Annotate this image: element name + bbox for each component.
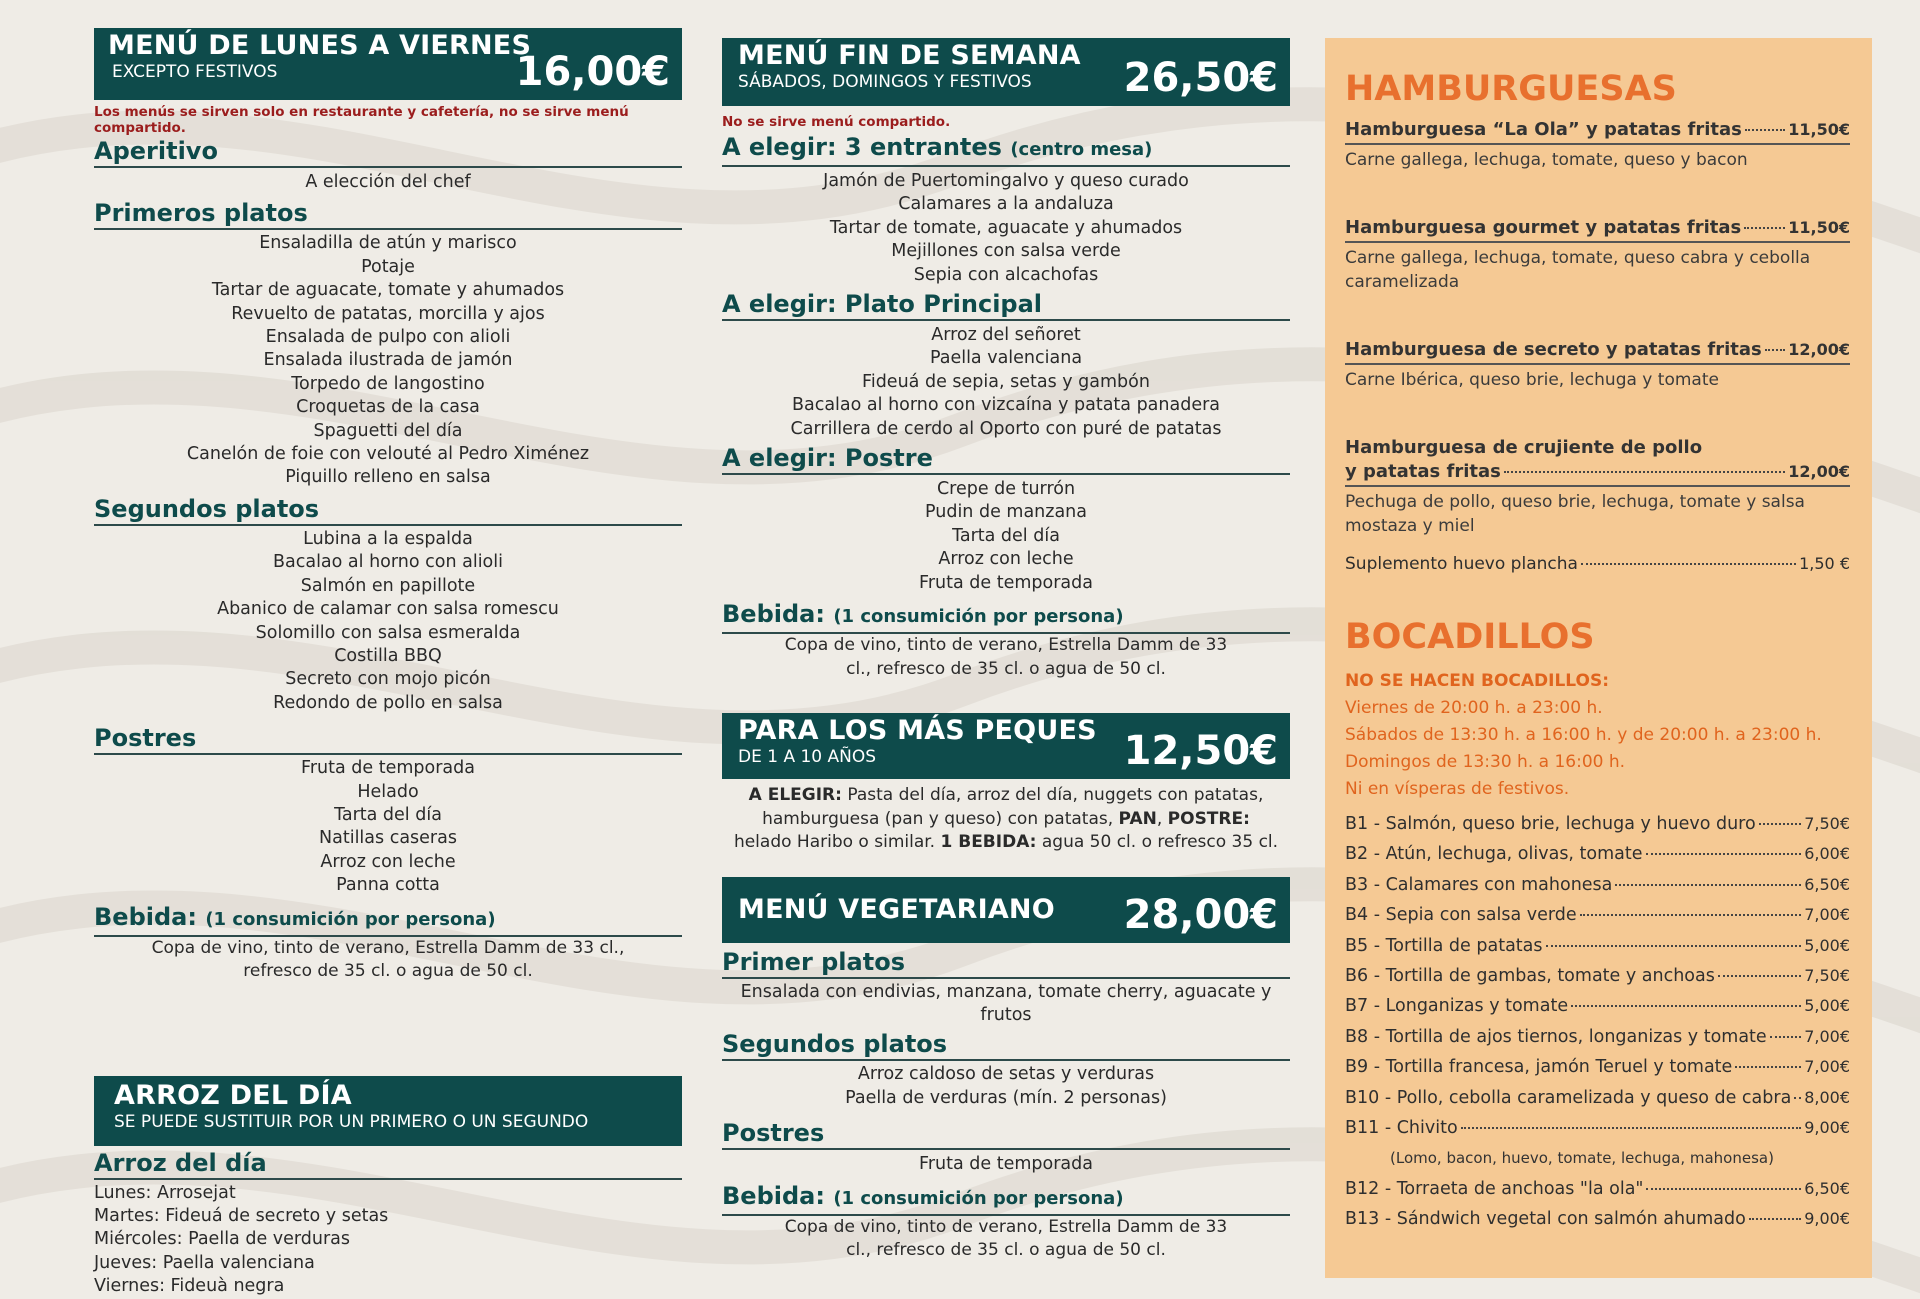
list-item: Abanico de calamar con salsa romescu (217, 599, 559, 620)
burger-title (1345, 216, 1850, 243)
bocadillo-price: 7,00€ (1804, 905, 1850, 925)
veg-bebida-sub: (1 consumición por persona) (833, 1187, 1124, 1209)
burger-item (1345, 118, 1850, 172)
peques-title: PARA LOS MÁS PEQUES (738, 715, 1097, 747)
bocadillo-name: B11 - Chivito (1345, 1118, 1458, 1139)
postre-list (722, 478, 1290, 595)
weekend-menu-banner (722, 38, 1290, 106)
veg-postres-heading: Postres (722, 1118, 1290, 1150)
list-item: Mejillones con salsa verde (891, 241, 1121, 262)
bocadillo-row (1345, 809, 1850, 839)
dot-leader (1581, 563, 1796, 565)
veg-bebida-heading (722, 1181, 1290, 1216)
list-item: Fruta de temporada (919, 572, 1093, 593)
peques-t4: agua 50 cl. o refresco 35 cl. (1036, 832, 1279, 853)
list-item: Pudin de manzana (925, 502, 1087, 523)
weekend-bebida-label: Bebida: (722, 600, 825, 629)
notice-line: NO SE HACEN BOCADILLOS: (1345, 671, 1610, 691)
burger-name: Hamburguesa de secreto y patatas fritas (1345, 339, 1762, 360)
list-item: Lubina a la espalda (303, 528, 473, 549)
bocadillos-title: BOCADILLOS (1345, 617, 1595, 657)
dot-leader (1546, 945, 1802, 947)
dot-leader (1770, 1036, 1802, 1038)
list-item: Bacalao al horno con vizcaína y patata panadera (791, 395, 1221, 416)
list-item: Tarta del día (334, 804, 442, 825)
burger-name-line1: Hamburguesa de crujiente de pollo (1345, 437, 1703, 458)
burger-price: 12,00€ (1788, 340, 1850, 359)
list-item: Lunes: Arrosejat (94, 1182, 236, 1203)
dot-leader (1646, 853, 1802, 855)
bocadillo-name: B1 - Salmón, queso brie, lechuga y huevo duro (1345, 814, 1756, 834)
burger-desc: Pechuga de pollo, queso brie, lechuga, tomate y salsa mostaza y miel (1345, 492, 1805, 536)
bocadillo-name: B6 - Tortilla de gambas, tomate y anchoas (1345, 966, 1715, 987)
burger-price: 11,50€ (1788, 218, 1850, 237)
bocadillo-price: 6,50€ (1804, 1178, 1850, 1198)
list-item: Miércoles: Paella de verduras (94, 1229, 351, 1250)
dot-leader (1718, 975, 1801, 977)
primeros-heading: Primeros platos (94, 198, 682, 230)
bocadillo-row (1345, 1204, 1850, 1234)
weekend-bebida-text: Copa de vino, tinto de verano, Estrella Damm de 33 cl., refresco de 35 cl. o agua de 50 cl. (784, 635, 1228, 679)
bebida-heading (94, 902, 682, 937)
dot-leader (1745, 129, 1785, 131)
weekend-bebida-heading (722, 599, 1290, 634)
bocadillo-row (1345, 931, 1850, 961)
peques-k3: POSTRE: (1167, 808, 1250, 829)
aperitivo-heading: Aperitivo (94, 136, 682, 168)
list-item: Natillas caseras (319, 828, 457, 849)
burger-title (1345, 338, 1850, 365)
chivito-ingredients: (Lomo, bacon, huevo, tomate, lechuga, mahonesa) (1390, 1149, 1774, 1168)
peques-banner (722, 713, 1290, 779)
list-item: Sepia con alcachofas (913, 264, 1099, 285)
bebida-sub: (1 consumición por persona) (205, 908, 496, 930)
bocadillo-row (1345, 839, 1850, 869)
list-item: Croquetas de la casa (296, 397, 480, 418)
bocadillo-price: 7,50€ (1804, 814, 1850, 833)
list-item: Jueves: Paella valenciana (94, 1252, 315, 1273)
burger-name-row (1345, 338, 1850, 362)
segundos-list (94, 528, 682, 715)
bocadillo-name: B12 - Torraeta de anchoas "la ola" (1345, 1178, 1644, 1199)
burger-item (1345, 216, 1850, 294)
bocadillo-name: B5 - Tortilla de patatas (1345, 935, 1543, 956)
bocadillo-price: 5,00€ (1804, 935, 1850, 955)
bocadillo-price: 9,00€ (1804, 1209, 1850, 1229)
list-item: Paella valenciana (929, 348, 1083, 369)
list-item: Martes: Fideuá de secreto y setas (94, 1205, 389, 1226)
burger-item (1345, 436, 1850, 538)
aperitivo-list (94, 171, 682, 194)
weekend-menu-price: 26,50€ (1123, 55, 1278, 101)
dot-leader (1571, 1005, 1801, 1007)
burger-name-row (1345, 460, 1850, 484)
veg-postres-list (722, 1153, 1290, 1176)
weekday-menu-note: Los menús se sirven solo en restaurante y cafetería, no se sirve menú compartido. (94, 104, 629, 136)
bocadillo-price: 7,00€ (1804, 1057, 1850, 1077)
list-item: Salmón en papillote (300, 575, 476, 596)
entrantes-label: A elegir: 3 entrantes (722, 133, 1002, 161)
burger-price: 11,50€ (1788, 120, 1850, 139)
veg-bebida-text: Copa de vino, tinto de verano, Estrella Damm de 33 cl., refresco de 35 cl. o agua de 50 cl. (784, 1216, 1228, 1261)
list-item: Tartar de aguacate, tomate y ahumados (211, 280, 565, 301)
dot-leader (1794, 1097, 1801, 1099)
entrantes-sub: (centro mesa) (1010, 139, 1153, 160)
burger-price: 12,00€ (1788, 462, 1850, 481)
bocadillo-price: 9,00€ (1804, 1118, 1850, 1138)
list-item: Ensalada de pulpo con alioli (265, 327, 511, 348)
veg-bebida-label: Bebida: (722, 1181, 825, 1210)
bocadillo-name: B9 - Tortilla francesa, jamón Teruel y tomate (1345, 1057, 1733, 1078)
suplemento-row (1345, 554, 1850, 574)
burger-name-row (1345, 216, 1850, 240)
entrantes-list (722, 170, 1290, 287)
list-item: Tarta del día (952, 525, 1060, 546)
bocadillos-notice (1345, 668, 1872, 803)
bocadillo-row (1345, 1174, 1850, 1204)
bocadillo-name: B4 - Sepia con salsa verde (1345, 905, 1577, 926)
segundos-heading: Segundos platos (94, 494, 682, 526)
peques-text (722, 784, 1290, 855)
peques-t3: helado Haribo o similar. (733, 832, 941, 853)
arroz-banner-subtitle: SE PUEDE SUSTITUIR POR UN PRIMERO O UN SEGUNDO (114, 1111, 589, 1132)
list-item: Fruta de temporada (301, 758, 475, 779)
arroz-banner-title: ARROZ DEL DÍA (114, 1079, 352, 1111)
list-item: Torpedo de langostino (291, 373, 485, 394)
burger-name: Hamburguesa “La Ola” y patatas fritas (1345, 119, 1742, 140)
primeros-list (94, 232, 682, 489)
weekday-menu-banner (94, 28, 682, 100)
arroz-list (94, 1182, 682, 1299)
bocadillo-row (1345, 1113, 1850, 1143)
dot-leader (1504, 471, 1785, 473)
list-item: Potaje (361, 256, 415, 277)
veg-segundos-heading: Segundos platos (722, 1029, 1290, 1061)
weekday-menu-price: 16,00€ (515, 49, 670, 95)
bocadillo-price: 8,00€ (1804, 1087, 1850, 1107)
bebida-label: Bebida: (94, 902, 197, 931)
dot-leader (1615, 884, 1801, 886)
bocadillo-price: 6,50€ (1804, 874, 1850, 894)
list-item: Costilla BBQ (334, 645, 442, 666)
weekday-menu-title: MENÚ DE LUNES A VIERNES (108, 30, 532, 61)
list-item: Viernes: Fideuà negra (94, 1276, 285, 1297)
list-item: Ensaladilla de atún y marisco (259, 233, 517, 254)
bocadillo-name: B13 - Sándwich vegetal con salmón ahumado (1345, 1209, 1746, 1230)
list-item: Arroz con leche (938, 549, 1074, 570)
list-item: Solomillo con salsa esmeralda (255, 622, 521, 643)
postre-heading: A elegir: Postre (722, 443, 1290, 475)
list-item: Crepe de turrón (936, 479, 1076, 500)
peques-k1: A ELEGIR: (748, 785, 842, 806)
list-item: Carrillera de cerdo al Oporto con puré de patatas (790, 418, 1222, 439)
burger-name: y patatas fritas (1345, 461, 1501, 482)
list-item: Arroz caldoso de setas y verduras (857, 1064, 1155, 1085)
list-item: Panna cotta (336, 875, 440, 896)
list-item: Arroz del señoret (931, 325, 1081, 346)
bocadillo-price: 5,00€ (1804, 996, 1850, 1016)
burger-title (1345, 436, 1850, 487)
peques-subtitle: DE 1 A 10 AÑOS (738, 747, 877, 768)
bocadillos-list (1345, 809, 1850, 1235)
dot-leader (1749, 1218, 1801, 1220)
veg-primer-list (722, 981, 1290, 1028)
burger-list (1325, 118, 1872, 538)
burger-item (1345, 338, 1850, 392)
principal-list (722, 324, 1290, 441)
list-item: Redondo de pollo en salsa (273, 692, 503, 713)
weekend-menu-title: MENÚ FIN DE SEMANA (738, 40, 1081, 71)
bocadillo-row (1345, 991, 1850, 1021)
peques-t1: Pasta del día, arroz del día, nuggets con patatas, hamburguesa (pan y queso) con patatas, (762, 785, 1264, 829)
burger-desc: Carne gallega, lechuga, tomate, queso cabra y cebolla caramelizada (1345, 248, 1811, 292)
bocadillo-row (1345, 870, 1850, 900)
list-item: Canelón de foie con velouté al Pedro Ximénez (186, 444, 590, 465)
dot-leader (1735, 1066, 1801, 1068)
bocadillo-name: B7 - Longanizas y tomate (1345, 996, 1569, 1017)
veg-title: MENÚ VEGETARIANO (738, 893, 1055, 925)
list-item: Ensalada con endivias, manzana, tomate cherry, aguacate y frutos (740, 981, 1272, 1025)
arroz-banner (94, 1076, 682, 1146)
list-item: Paella de verduras (mín. 2 personas) (845, 1087, 1167, 1108)
bocadillo-name: B2 - Atún, lechuga, olivas, tomate (1345, 844, 1643, 865)
notice-line: Domingos de 13:30 h. a 16:00 h. (1345, 752, 1626, 772)
weekend-menu-note: No se sirve menú compartido. (722, 114, 951, 130)
list-item: Calamares a la andaluza (898, 194, 1114, 215)
dot-leader (1744, 227, 1785, 229)
list-item: Helado (357, 781, 419, 802)
bocadillo-price: 7,00€ (1804, 1026, 1850, 1046)
list-item: A elección del chef (305, 172, 471, 192)
dot-leader (1580, 914, 1802, 916)
postres-heading: Postres (94, 723, 682, 755)
weekday-menu-column (94, 28, 682, 1299)
arroz-heading: Arroz del día (94, 1148, 682, 1180)
weekend-menu-subtitle: SÁBADOS, DOMINGOS Y FESTIVOS (738, 72, 1032, 92)
weekday-menu-subtitle: EXCEPTO FESTIVOS (112, 62, 278, 82)
veg-price: 28,00€ (1123, 891, 1278, 938)
dot-leader (1765, 349, 1786, 351)
list-item: Fideuá de sepia, setas y gambón (862, 371, 1150, 392)
list-item: Piquillo relleno en salsa (285, 467, 491, 488)
burger-name-row (1345, 118, 1850, 142)
dot-leader (1646, 1188, 1801, 1190)
principal-heading: A elegir: Plato Principal (722, 289, 1290, 321)
veg-banner (722, 877, 1290, 943)
list-item: Ensalada ilustrada de jamón (263, 350, 513, 371)
veg-primer-heading: Primer platos (722, 947, 1290, 979)
burger-desc: Carne Ibérica, queso brie, lechuga y tomate (1345, 370, 1719, 390)
entrantes-heading (722, 132, 1290, 167)
bocadillo-price: 7,50€ (1804, 966, 1850, 986)
bocadillo-row (1345, 900, 1850, 930)
hamburguesas-title: HAMBURGUESAS (1345, 69, 1677, 109)
suplemento-price: 1,50 € (1799, 554, 1850, 573)
peques-k4: 1 BEBIDA: (940, 832, 1037, 853)
postres-list (94, 757, 682, 897)
bocadillo-row (1345, 1052, 1850, 1082)
list-item: Arroz con leche (320, 851, 456, 872)
list-item: Jamón de Puertomingalvo y queso curado (823, 171, 1189, 191)
bocadillo-name: B10 - Pollo, cebolla caramelizada y queso de cabra (1345, 1087, 1792, 1108)
burger-name: Hamburguesa gourmet y patatas fritas (1345, 217, 1742, 238)
bocadillo-name: B3 - Calamares con mahonesa (1345, 874, 1613, 895)
list-item: Revuelto de patatas, morcilla y ajos (231, 303, 545, 324)
weekend-menu-column (722, 38, 1290, 1263)
list-item: Tartar de tomate, aguacate y ahumados (829, 217, 1183, 238)
list-item: Spaguetti del día (313, 420, 463, 441)
dot-leader (1461, 1127, 1802, 1129)
orange-panel (1325, 38, 1872, 1278)
list-item: Bacalao al horno con alioli (273, 552, 503, 573)
weekend-bebida-sub: (1 consumición por persona) (833, 606, 1124, 628)
suplemento-label: Suplemento huevo plancha (1345, 554, 1578, 574)
veg-segundos-list (722, 1063, 1290, 1110)
notice-line: Viernes de 20:00 h. a 23:00 h. (1345, 698, 1603, 718)
bocadillo-name: B8 - Tortilla de ajos tiernos, longanizas y tomate (1345, 1026, 1767, 1047)
bocadillo-row (1345, 1083, 1850, 1113)
notice-line: Sábados de 13:30 h. a 16:00 h. y de 20:00 h. a 23:00 h. (1345, 725, 1822, 745)
bocadillo-price: 6,00€ (1804, 844, 1850, 864)
bocadillo-row (1345, 1022, 1850, 1052)
bocadillo-row (1345, 961, 1850, 991)
peques-k2: PAN (1118, 808, 1157, 829)
dot-leader (1759, 823, 1801, 825)
notice-line: Ni en vísperas de festivos. (1345, 779, 1570, 799)
burger-title (1345, 118, 1850, 145)
peques-t2: , (1156, 808, 1168, 829)
bebida-text: Copa de vino, tinto de verano, Estrella Damm de 33 cl., refresco de 35 cl. o agua de 50 cl. (151, 937, 625, 982)
burger-desc: Carne gallega, lechuga, tomate, queso y bacon (1345, 150, 1748, 170)
peques-price: 12,50€ (1123, 728, 1278, 775)
list-item: Secreto con mojo picón (285, 669, 491, 690)
list-item: Fruta de temporada (919, 1154, 1093, 1175)
